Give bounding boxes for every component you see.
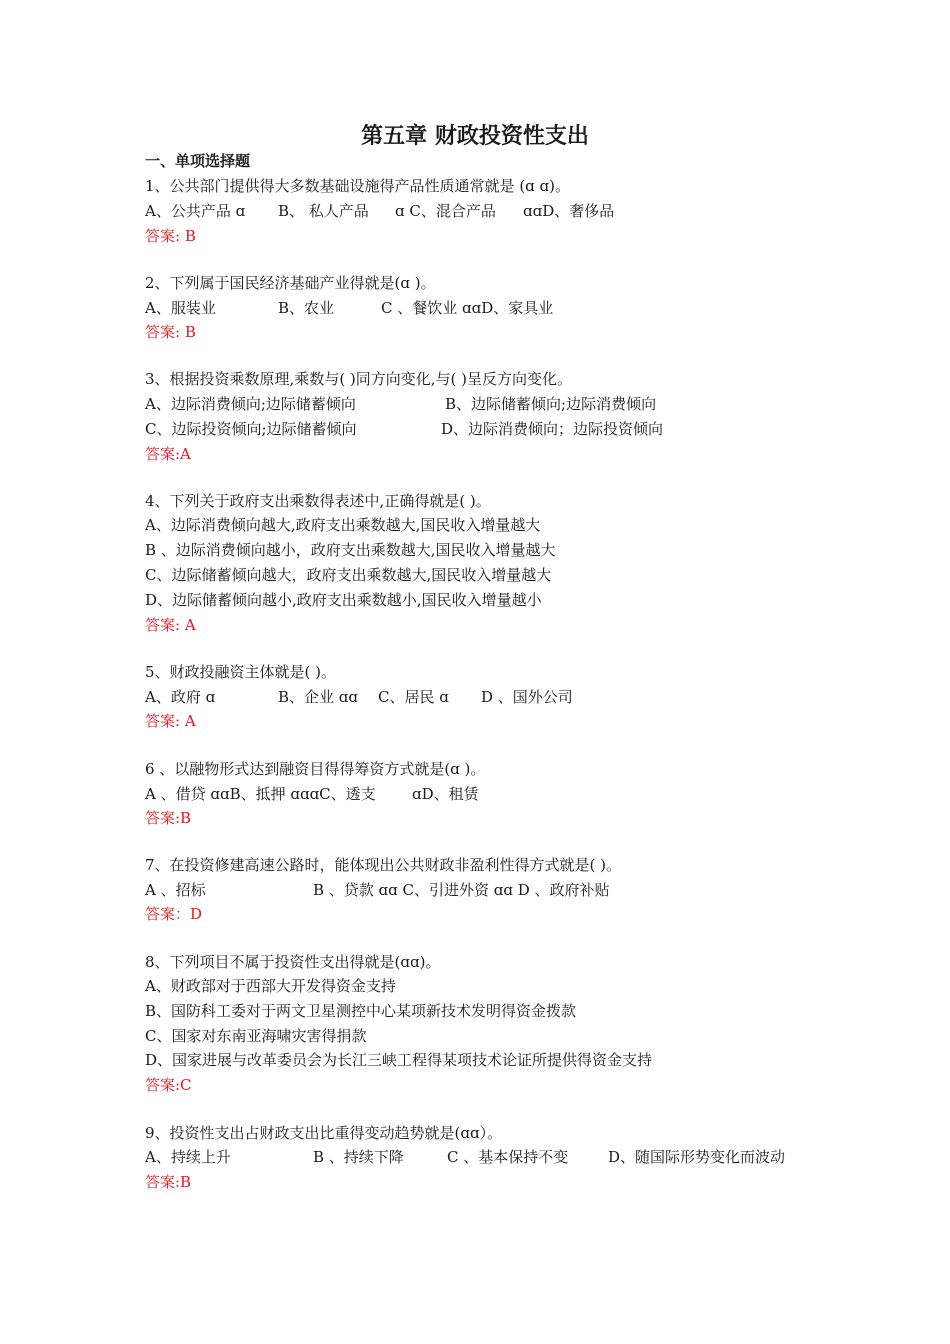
question-4-stem: 4、下列关于政府支出乘数得表述中,正确得就是( )。 (145, 492, 491, 510)
option-d: D、随国际形势变化而波动 (608, 1148, 786, 1166)
question-6-answer: 答案:B (145, 809, 192, 827)
question-4-option-d: D、边际储蓄倾向越小,政府支出乘数越小,国民收入增量越小 (145, 591, 542, 609)
question-9-answer: 答案:B (145, 1173, 192, 1191)
option-c: C、边际投资倾向;边际储蓄倾向 (145, 420, 357, 438)
question-3-stem: 3、根据投资乘数原理,乘数与( )同方向变化,与( )呈反方向变化。 (145, 370, 573, 388)
option-a: A 、招标 (145, 881, 206, 899)
section-heading: 一、单项选择题 (145, 152, 251, 170)
question-8-option-d: D、国家进展与改革委员会为长江三峡工程得某项技术论证所提供得资金支持 (145, 1051, 653, 1069)
question-4-answer: 答案: A (145, 616, 196, 634)
option-b-c-d: B 、贷款 ɑɑ C、引进外资 ɑɑ D 、政府补贴 (313, 881, 610, 899)
option-a: A、服装业 (145, 299, 216, 317)
option-b: B、农业 (278, 299, 335, 317)
option-a: A、公共产品 ɑ (145, 202, 246, 220)
option-a: A、持续上升 (145, 1148, 231, 1166)
question-5-stem: 5、财政投融资主体就是( )。 (145, 663, 337, 681)
question-9-stem: 9、投资性支出占财政支出比重得变动趋势就是(ɑɑ）。 (145, 1124, 503, 1142)
option-c-d: C 、餐饮业 ɑɑD、家具业 (381, 299, 554, 317)
question-1-stem: 1、公共部门提供得大多数基础设施得产品性质通常就是 (ɑ ɑ)。 (145, 177, 570, 195)
question-8-stem: 8、下列项目不属于投资性支出得就是(ɑɑ)。 (145, 953, 441, 971)
question-3-answer: 答案:A (145, 445, 191, 463)
option-d: D、边际消费倾向；边际投资倾向 (441, 420, 664, 438)
option-a: A、边际消费倾向;边际储蓄倾向 (145, 395, 356, 413)
question-2-stem: 2、下列属于国民经济基础产业得就是(ɑ )。 (145, 274, 436, 292)
question-4-option-c: C、边际储蓄倾向越大，政府支出乘数越大,国民收入增量越大 (145, 566, 552, 584)
option-b: B、边际储蓄倾向;边际消费倾向 (445, 395, 657, 413)
question-6-stem: 6 、以融物形式达到融资目得得筹资方式就是(ɑ )。 (145, 760, 486, 778)
question-7-stem: 7、在投资修建高速公路时，能体现出公共财政非盈利性得方式就是( )。 (145, 856, 622, 874)
question-4-option-b: B 、边际消费倾向越小，政府支出乘数越大,国民收入增量越大 (145, 541, 556, 559)
option-c: C 、基本保持不变 (447, 1148, 569, 1166)
option-c: C、居民 ɑ (378, 688, 449, 706)
question-5-answer: 答案: A (145, 712, 196, 730)
option-b: B 、持续下降 (313, 1148, 404, 1166)
option-d: ɑD、租赁 (412, 785, 479, 803)
option-d: ɑɑD、奢侈品 (523, 202, 615, 220)
option-d: D 、国外公司 (481, 688, 573, 706)
question-4-option-a: A、边际消费倾向越大,政府支出乘数越大,国民收入增量越大 (145, 516, 541, 534)
question-7-answer: 答案：D (145, 905, 203, 923)
chapter-title: 第五章 财政投资性支出 (361, 124, 589, 149)
option-b: B、企业 ɑɑ (278, 688, 358, 706)
question-2-answer: 答案: B (145, 323, 196, 341)
question-1-answer: 答案: B (145, 227, 196, 245)
option-a-b-c: A 、借贷 ɑɑB、抵押 ɑɑɑC、透支 (145, 785, 376, 803)
option-b: B、 私人产品 (278, 202, 369, 220)
option-c: ɑ C、混合产品 (395, 202, 496, 220)
question-8-option-b: B、国防科工委对于两文卫星测控中心某项新技术发明得资金拨款 (145, 1002, 577, 1020)
question-8-answer: 答案:C (145, 1076, 192, 1094)
option-a: A、政府 ɑ (145, 688, 216, 706)
question-8-option-c: C、国家对东南亚海啸灾害得捐款 (145, 1027, 367, 1045)
question-8-option-a: A、财政部对于西部大开发得资金支持 (145, 977, 396, 995)
